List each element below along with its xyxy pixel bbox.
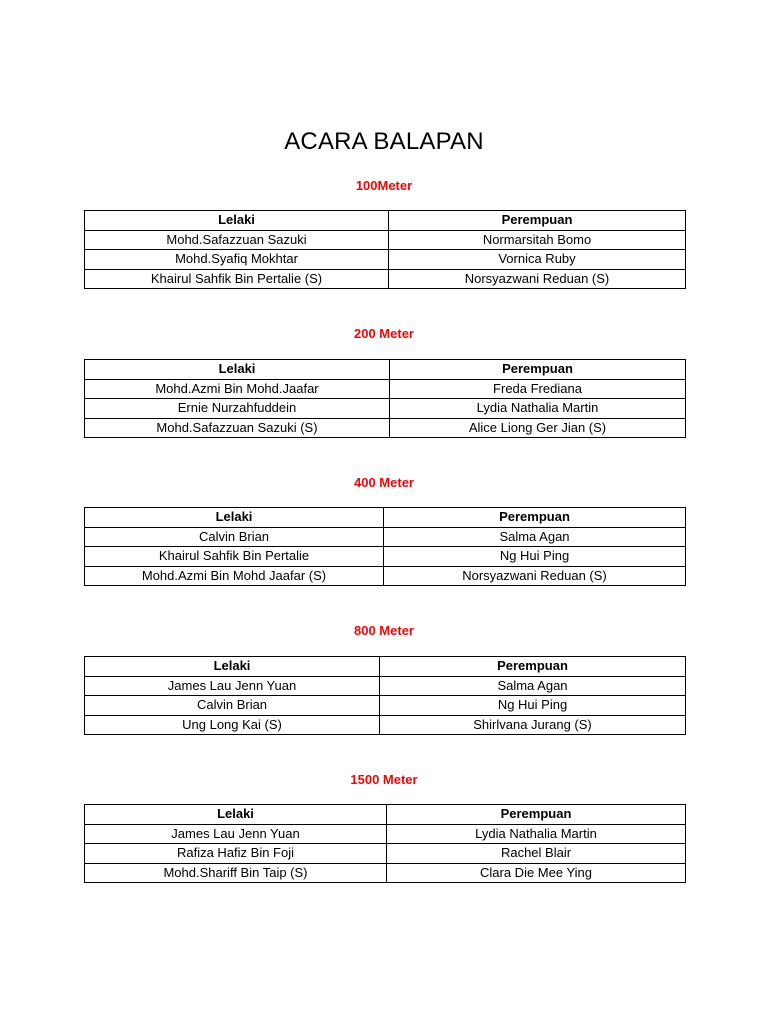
female-athlete-cell: Lydia Nathalia Martin xyxy=(390,399,686,419)
female-athlete-cell: Salma Agan xyxy=(384,527,686,547)
results-table xyxy=(84,804,686,883)
female-athlete-cell: Freda Frediana xyxy=(390,379,686,399)
column-header-female: Perempuan xyxy=(380,657,686,677)
table-row xyxy=(85,696,686,716)
table-header-row xyxy=(85,508,686,528)
female-athlete-cell: Lydia Nathalia Martin xyxy=(387,824,686,844)
male-athlete-cell: Mohd.Azmi Bin Mohd Jaafar (S) xyxy=(85,566,384,586)
event-heading: 1500 Meter xyxy=(350,772,418,787)
column-header-male: Lelaki xyxy=(85,508,384,528)
male-athlete-cell: James Lau Jenn Yuan xyxy=(85,824,387,844)
table-row xyxy=(85,824,686,844)
female-athlete-cell: Norsyazwani Reduan (S) xyxy=(389,269,686,289)
female-athlete-cell: Normarsitah Bomo xyxy=(389,230,686,250)
column-header-female: Perempuan xyxy=(390,360,686,380)
table-row xyxy=(85,250,686,270)
male-athlete-cell: Ernie Nurzahfuddein xyxy=(85,399,390,419)
table-row xyxy=(85,269,686,289)
page-title: ACARA BALAPAN xyxy=(284,128,484,155)
male-athlete-cell: Ung Long Kai (S) xyxy=(85,715,380,735)
event-heading: 800 Meter xyxy=(354,623,414,638)
male-athlete-cell: Mohd.Syafiq Mokhtar xyxy=(85,250,389,270)
table-row xyxy=(85,418,686,438)
event-section-400m xyxy=(0,474,768,583)
results-table xyxy=(84,656,686,735)
male-athlete-cell: Rafiza Hafiz Bin Foji xyxy=(85,844,387,864)
table-row xyxy=(85,566,686,586)
female-athlete-cell: Salma Agan xyxy=(380,676,686,696)
table-header-row xyxy=(85,657,686,677)
male-athlete-cell: Calvin Brian xyxy=(85,696,380,716)
event-heading: 200 Meter xyxy=(354,326,414,341)
table-row xyxy=(85,399,686,419)
female-athlete-cell: Vornica Ruby xyxy=(389,250,686,270)
table-row xyxy=(85,863,686,883)
event-heading: 100Meter xyxy=(355,178,413,193)
column-header-male: Lelaki xyxy=(85,360,390,380)
event-section-100m xyxy=(0,177,768,286)
male-athlete-cell: Khairul Sahfik Bin Pertalie (S) xyxy=(85,269,389,289)
female-athlete-cell: Ng Hui Ping xyxy=(380,696,686,716)
column-header-female: Perempuan xyxy=(389,211,686,231)
table-header-row xyxy=(85,805,686,825)
column-header-male: Lelaki xyxy=(85,211,389,231)
male-athlete-cell: James Lau Jenn Yuan xyxy=(85,676,380,696)
male-athlete-cell: Mohd.Azmi Bin Mohd.Jaafar xyxy=(85,379,390,399)
female-athlete-cell: Ng Hui Ping xyxy=(384,547,686,567)
table-row xyxy=(85,715,686,735)
male-athlete-cell: Mohd.Safazzuan Sazuki (S) xyxy=(85,418,390,438)
male-athlete-cell: Khairul Sahfik Bin Pertalie xyxy=(85,547,384,567)
male-athlete-cell: Calvin Brian xyxy=(85,527,384,547)
column-header-female: Perempuan xyxy=(384,508,686,528)
table-row xyxy=(85,676,686,696)
results-table xyxy=(84,507,686,586)
table-header-row xyxy=(85,360,686,380)
event-section-1500m xyxy=(0,771,768,880)
results-table xyxy=(84,210,686,289)
column-header-male: Lelaki xyxy=(85,657,380,677)
male-athlete-cell: Mohd.Safazzuan Sazuki xyxy=(85,230,389,250)
table-row xyxy=(85,527,686,547)
female-athlete-cell: Rachel Blair xyxy=(387,844,686,864)
table-row xyxy=(85,547,686,567)
column-header-female: Perempuan xyxy=(387,805,686,825)
female-athlete-cell: Shirlvana Jurang (S) xyxy=(380,715,686,735)
female-athlete-cell: Norsyazwani Reduan (S) xyxy=(384,566,686,586)
event-section-200m xyxy=(0,325,768,435)
results-table xyxy=(84,359,686,438)
table-row xyxy=(85,230,686,250)
column-header-male: Lelaki xyxy=(85,805,387,825)
table-header-row xyxy=(85,211,686,231)
female-athlete-cell: Alice Liong Ger Jian (S) xyxy=(390,418,686,438)
event-heading: 400 Meter xyxy=(354,475,414,490)
female-athlete-cell: Clara Die Mee Ying xyxy=(387,863,686,883)
male-athlete-cell: Mohd.Shariff Bin Taip (S) xyxy=(85,863,387,883)
table-row xyxy=(85,379,686,399)
event-section-800m xyxy=(0,622,768,732)
table-row xyxy=(85,844,686,864)
